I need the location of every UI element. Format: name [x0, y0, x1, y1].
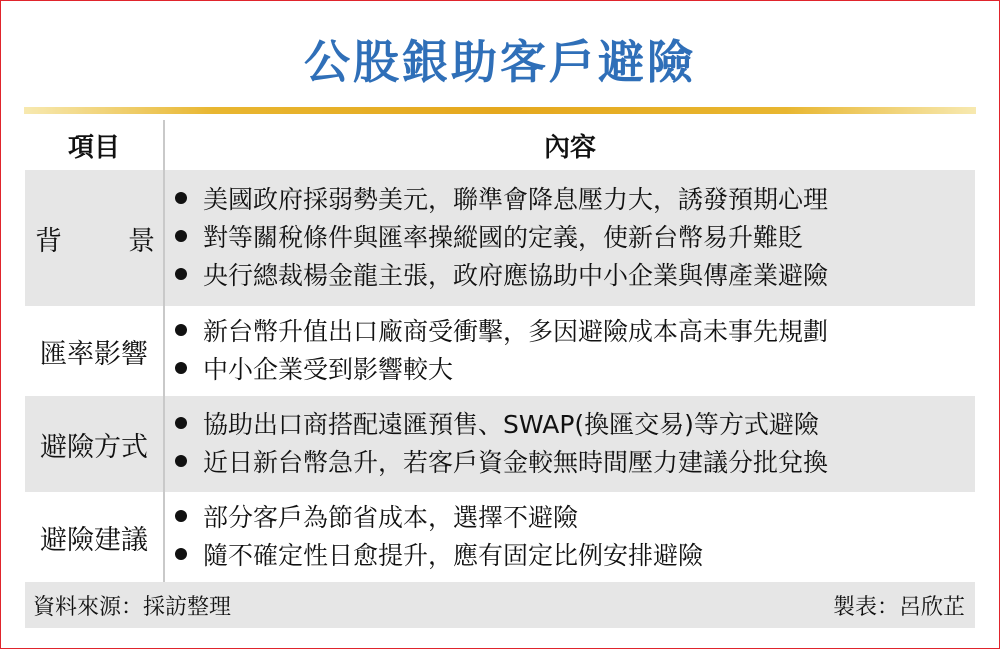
bullet-text: 隨不確定性日愈提升，應有固定比例安排避險: [203, 541, 704, 570]
footer-cell: [25, 582, 975, 628]
bullet-icon: [175, 192, 187, 204]
list-item: [175, 257, 975, 295]
table-row: [25, 396, 975, 492]
bullet-text: 部分客戶為節省成本，選擇不避險: [203, 503, 579, 532]
list-item: [175, 351, 975, 389]
bullet-icon: [175, 548, 187, 560]
list-item: [175, 219, 975, 257]
page-title: 公股銀助客戶避險: [304, 35, 696, 89]
table-header-row: [25, 120, 975, 170]
bullet-text: 中小企業受到影響較大: [203, 355, 454, 384]
table-row: [25, 492, 975, 582]
maker-note: 製表：呂欣芷: [832, 594, 965, 620]
row-item: 匯率影響: [25, 306, 165, 396]
bullet-text: 對等關稅條件與匯率操縱國的定義，使新台幣易升難貶: [203, 223, 804, 252]
row-item: 避險方式: [25, 396, 165, 492]
list-item: [175, 444, 975, 482]
header-content: 內容: [543, 132, 596, 163]
bullet-text: 美國政府採弱勢美元，聯準會降息壓力大，誘發預期心理: [203, 185, 829, 214]
bullet-icon: [175, 324, 187, 336]
bullet-icon: [175, 230, 187, 242]
title-divider: [24, 107, 976, 114]
bullet-text: 新台幣升值出口廠商受衝擊，多因避險成本高未事先規劃: [203, 317, 829, 346]
row-content: [165, 492, 975, 582]
table-row: [25, 170, 975, 306]
row-content: [165, 170, 975, 306]
list-item: [175, 537, 975, 575]
list-item: [175, 181, 975, 219]
table-footer-row: [25, 582, 975, 628]
header-item: 項目: [25, 120, 165, 170]
info-table: [25, 120, 975, 628]
bullet-icon: [175, 362, 187, 374]
list-item: [175, 406, 975, 444]
list-item: [175, 499, 975, 537]
bullet-icon: [175, 268, 187, 280]
row-item: 避險建議: [25, 492, 165, 582]
bullet-text: 央行總裁楊金龍主張，政府應協助中小企業與傳產業避險: [203, 261, 829, 290]
footer-bar: [25, 590, 975, 621]
table-row: [25, 306, 975, 396]
bullet-icon: [175, 510, 187, 522]
bullet-icon: [175, 417, 187, 429]
row-content: [165, 306, 975, 396]
list-item: [175, 313, 975, 351]
row-content: [165, 396, 975, 492]
bullet-icon: [175, 455, 187, 467]
bullet-text: 協助出口商搭配遠匯預售、SWAP(換匯交易)等方式避險: [203, 410, 819, 439]
source-note: 資料來源：採訪整理: [33, 594, 232, 620]
bullet-text: 近日新台幣急升，若客戶資金較無時間壓力建議分批兌換: [203, 448, 829, 477]
row-item: 背 景: [25, 170, 165, 306]
